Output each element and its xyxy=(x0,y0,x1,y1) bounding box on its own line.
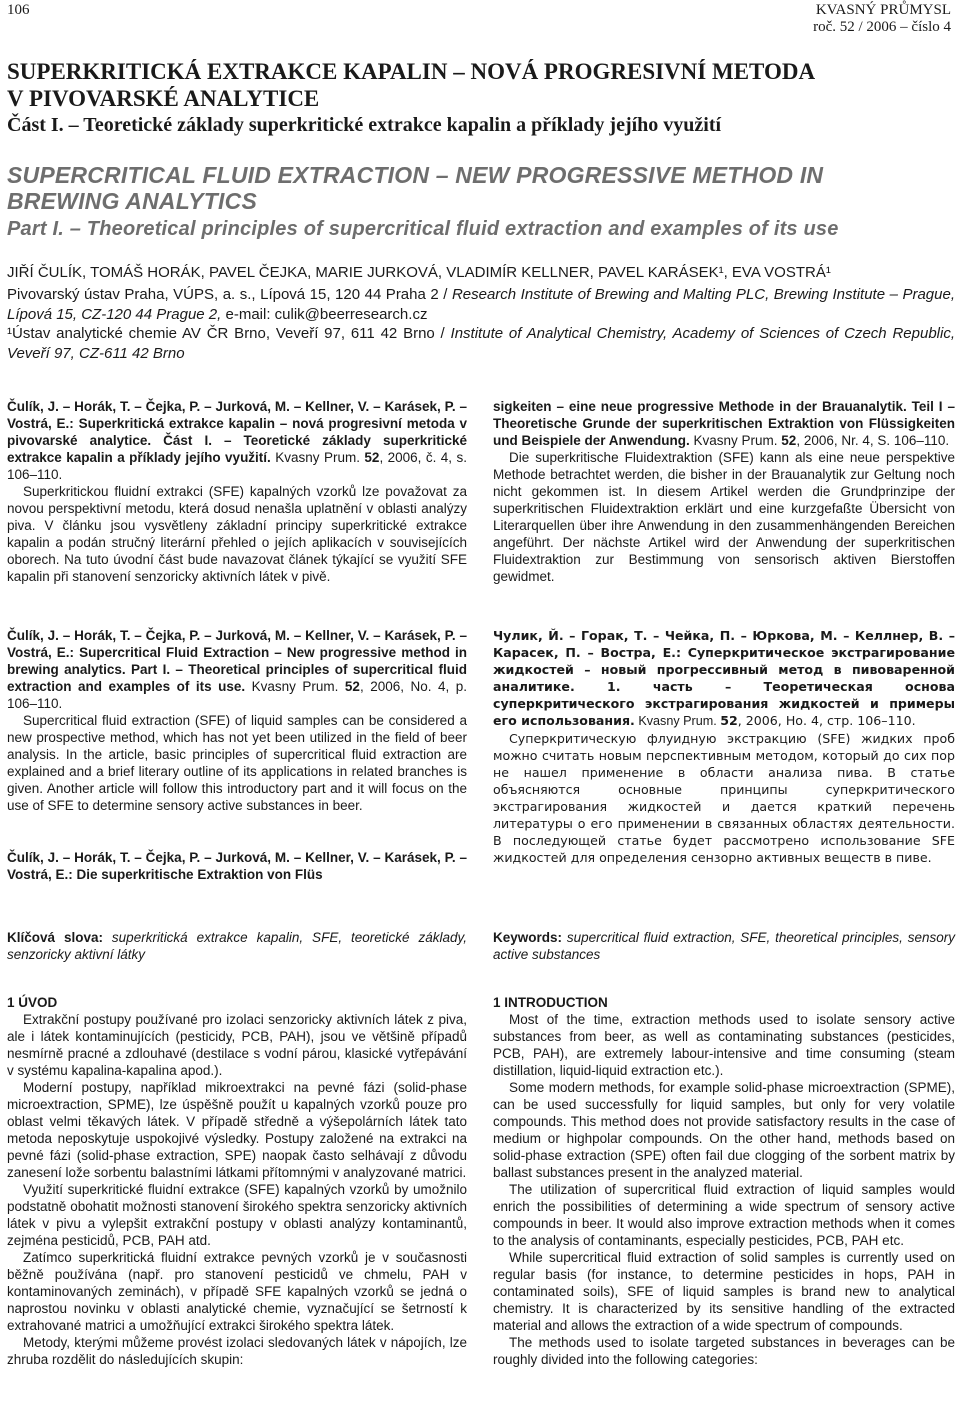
reference-tail: , 2006, No. 4, p. 106–110. xyxy=(7,679,468,711)
abstract-english-reference xyxy=(7,627,467,712)
keywords-text: superkritická extrakce kapalin, SFE, teoretické základy, senzoricky aktivní látky xyxy=(7,930,467,962)
title-czech-line2: V PIVOVARSKÉ ANALYTICE xyxy=(7,86,320,111)
abstract-russian-reference xyxy=(493,627,955,730)
title-english-line1: SUPERCRITICAL FLUID EXTRACTION – NEW PROGRESSIVE METHOD IN xyxy=(7,162,824,188)
author-list: JIŘÍ ČULÍK, TOMÁŠ HORÁK, PAVEL ČEJKA, MARIE JURKOVÁ, VLADIMÍR KELLNER, PAVEL KARÁSEK¹, EVA VOSTRÁ¹ xyxy=(7,264,831,281)
affiliations xyxy=(7,285,955,363)
abstract-german-text: Die superkritische Fluidextraktion (SFE) kann als eine neue perspektive Methode betrachtet werden, die bisher in der Brauanalytik zur Geltung noch nicht gekommen ist. In diesem Artikel werden die Grundprinzipe der superkritischen Fluidextraktion erklärt und eine kurzgefaßte Übersicht von Literarquellen über ihre Anwendung in den zusammenhängenden Bereichen angeführt. Der nächste Artikel wird der Anwendung der superkritischen Fluidextraktion zur Bestimmung von sensorisch aktiven Bierstoffen gewidmet. xyxy=(493,450,955,584)
abstract-czech xyxy=(7,398,467,585)
reference-journal: Kvasny Prum. xyxy=(245,679,345,694)
paragraph: Metody, kterými můžeme provést izolaci sledovaných látek v nápojích, lze zhruba rozdělit do následujících skupin: xyxy=(7,1335,467,1367)
abstract-czech-text: Superkritickou fluidní extrakci (SFE) kapalných vzorků lze považovat za novou perspektivní metodu, která dosud nenašla uplatnění v oblasti analýzy piva. V článku jsou vysvětleny základní principy superkritické extrakce kapalin a podán stručný literární přehled o jejích aplikacích v souvisejících oborech. Na tuto úvodní část bude navazovat článek týkající se využití SFE kapalin při stanovení senzoricky aktivních látek v pivě. xyxy=(7,484,467,584)
affiliation-1 xyxy=(7,285,955,324)
reference-volume: 52 xyxy=(720,713,738,728)
reference-bold: Чулик, Й. – Горак, Т. – Чейка, П. – Юркова, М. – Келлнер, В. – Карасек, П. – Востра, Е.: Суперкритическое экстрагирование жидкостей – новый прогрессивный метод в пивоваренной аналитике. 1. часть – Теоретическая основа суперкритического экстрагирования жидкостей и примеры его использования. xyxy=(493,628,955,728)
reference-bold: Čulík, J. – Horák, T. – Čejka, P. – Jurková, M. – Kellner, V. – Karásek, P. – Vostrá, E.: Supercritical Fluid Extraction – New progressive method in brewing analytics. Part I. – Theoretical principles of supercritical fluid extraction and examples of its use. xyxy=(7,628,467,694)
title-czech xyxy=(7,58,952,139)
abstract-russian-text: Суперкритическую флуидную экстракцию (SFE) жидких проб можно считать новым перспективным методом, который до сих пор не нашел применение в области анализа пива. В статье объясняются основные принципы суперкритического экстрагирования жидкостей и дается краткий перечень литературы о его применении в связанных областях деятельности. В последующей статье будет рассмотрено использование SFE жидкостей для определения сензорно активных веществ в пиве. xyxy=(493,731,955,865)
german-ref-part2: sigkeiten – eine neue progressive Methode in der Brauanalytik. Teil I – Theoretische Grunde der superkritischen Extraktion von Flüssigkeiten und Beispiele der Anwendung. xyxy=(493,399,955,448)
paragraph: Most of the time, extraction methods used to isolate sensory active substances from beer, as well as contaminating substances (pesticides, PCB, PAH), are extremely labour-intensive and time consuming (steam distillation, liquid-liquid extraction etc.). xyxy=(493,1012,955,1078)
journal-header xyxy=(813,2,951,36)
abstract-english xyxy=(7,627,467,814)
journal-name: KVASNÝ PRŮMYSL xyxy=(815,2,951,18)
title-czech-line1: SUPERKRITICKÁ EXTRAKCE KAPALIN – NOVÁ PROGRESIVNÍ METODA xyxy=(7,59,816,84)
journal-issue: roč. 52 / 2006 – číslo 4 xyxy=(813,19,951,35)
abstract-german-start xyxy=(7,849,467,883)
paragraph: Zatímco superkritická fluidní extrakce pevných vzorků je v současnosti běžně používána (např. pro stanovení pesticidů ve chmelu, PAH v kontaminovaných zeminách), v případě SFE kapalných vzorků se jedná o naprostou novinku v oblasti analytické chemie, vyznačující se šetrností k extrahované matrici a umožňující extrakci širokého spektra látek. xyxy=(7,1250,467,1333)
section-uvod xyxy=(7,994,467,1368)
affiliation-1-cz: Pivovarský ústav Praha, VÚPS, a. s., Lípová 15, 120 44 Praha 2 / xyxy=(7,286,452,303)
affiliation-2 xyxy=(7,324,955,363)
keywords-english xyxy=(493,929,955,963)
keywords-label: Klíčová slova: xyxy=(7,930,103,945)
reference-volume: 52 xyxy=(364,450,380,465)
abstract-german-reference-start xyxy=(7,849,467,883)
keywords-czech-line xyxy=(7,929,467,963)
paragraph: While supercritical fluid extraction of solid samples is currently used on regular basis (for instance, to determine pesticides in hops, PAH in contaminated soils), SFE of liquid samples is brand new to analytical chemistry. It is characterized by its sensitive handling of the extracted material and allows the extraction of a wide spectrum of compounds. xyxy=(493,1250,955,1333)
keywords-label: Keywords: xyxy=(493,930,563,945)
german-ref-part1: Čulík, J. – Horák, T. – Čejka, P. – Jurková, M. – Kellner, V. – Karásek, P. – Vostrá, E.: Die superkritische Extraktion von Flüs xyxy=(7,850,467,882)
abstract-czech-reference xyxy=(7,398,467,483)
title-english-line2: BREWING ANALYTICS xyxy=(7,188,257,214)
affiliation-2-en: Institute of Analytical Chemistry, Academy of Sciences of Czech Republic, Veveří 97, CZ-611 42 Brno xyxy=(7,325,955,362)
keywords-english-line xyxy=(493,929,955,963)
reference-journal: Kvasny Prum. xyxy=(689,433,782,448)
abstract-german-reference xyxy=(493,398,955,449)
reference-journal: Kvasny Prum. xyxy=(634,714,721,728)
title-english xyxy=(7,162,952,244)
title-english-part: Part I. – Theoretical principles of supercritical fluid extraction and examples of its use xyxy=(7,218,839,240)
reference-volume: 52 xyxy=(781,433,797,448)
paragraph: The utilization of supercritical fluid extraction of liquid samples would enrich the possibilities of determining a wide spectrum of sensory active compounds in beer. It would also improve extraction methods when it comes to the analysis of contaminants, especially pesticides, PCB, PAH etc. xyxy=(493,1182,955,1248)
paragraph: Extrakční postupy používané pro izolaci senzoricky aktivních látek z piva, ale i látek kontaminujících (pesticidy, PCB, PAH), jsou ve většině případů nesmírně pracné a zdlouhavé (destilace s vodní párou, klasické vytřepávání v systému kapalina-kapalina apod.). xyxy=(7,1012,467,1078)
affiliation-2-cz: ¹Ústav analytické chemie AV ČR Brno, Veveří 97, 611 42 Brno / xyxy=(7,325,451,342)
page-number: 106 xyxy=(7,2,30,18)
reference-volume: 52 xyxy=(344,679,360,694)
section-heading: 1 INTRODUCTION xyxy=(493,995,608,1010)
reference-bold: Čulík, J. – Horák, T. – Čejka, P. – Jurková, M. – Kellner, V. – Karásek, P. – Vostrá, E.: Superkritická extrakce kapalin – nová progresivní metoda v pivovarské analytice. Část I. – Teoretické základy superkritické extrakce kapalin a příklady jejího využití. xyxy=(7,399,467,465)
affiliation-1-en: Research Institute of Brewing and Malting PLC, Brewing Institute – Prague, Lípová 15, CZ-120 44 Prague 2, xyxy=(7,286,955,323)
abstract-russian xyxy=(493,627,955,866)
reference-tail: , 2006, Nr. 4, S. 106–110. xyxy=(796,433,950,448)
abstract-english-text: Supercritical fluid extraction (SFE) of liquid samples can be considered a new prospective method, which has not yet been utilized in the field of beer analysis. In the article, basic principles of supercritical fluid extraction are explained and a brief literary outline of its applications in related branches is given. Another article will follow this introductory part and it will focus on the use of SFE to determine sensory active substances in beer. xyxy=(7,713,467,813)
section-introduction xyxy=(493,994,955,1368)
paragraph: Moderní postupy, například mikroextrakci na pevné fázi (solid-phase microextraction, SPME), lze úspěšně použít u kapalných vzorků pouze pro oblast velmi těkavých látek. V případě středně a výšepolárních látek tato metoda neposkytuje uspokojivé výsledky. Postupy založené na extrakci na pevné fázi (solid-phase extraction, SPE) naopak často selhávají z důvodu zanesení lože sorbentu balastními látkami přítomnými v analyzované matrici. xyxy=(7,1080,467,1180)
keywords-czech xyxy=(7,929,467,963)
keywords-text: supercritical fluid extraction, SFE, theoretical principles, sensory active substances xyxy=(493,930,955,962)
title-czech-part: Část I. – Teoretické základy superkritické extrakce kapalin a příklady jejího využití xyxy=(7,114,722,136)
reference-tail: , 2006, č. 4, s. 106–110. xyxy=(7,450,467,482)
reference-journal: Kvasny Prum. xyxy=(270,450,365,465)
paragraph: Využití superkritické fluidní extrakce (SFE) kapalných vzorků by umožnilo podstatně obohatit možnosti stanovení širokého spektra senzoricky aktivních látek v pivu a vylepšit extrakční postupy v oblasti analýzy kontaminantů, zejména pesticidů, PCB, PAH atd. xyxy=(7,1182,467,1248)
paragraph: The methods used to isolate targeted substances in beverages can be roughly divided into the following categories: xyxy=(493,1335,955,1367)
section-heading: 1 ÚVOD xyxy=(7,995,58,1010)
affiliation-1-email[interactable]: e-mail: culik@beerresearch.cz xyxy=(221,305,428,323)
abstract-german xyxy=(493,398,955,585)
reference-tail: , 2006, Но. 4, стр. 106–110. xyxy=(737,713,916,728)
paragraph: Some modern methods, for example solid-phase microextraction (SPME), can be used successfully for liquid samples, but only for very volatile compounds. This method does not provide satisfactory results in the case of medium or highpolar compounds. On the other hand, methods based on solid-phase extraction (SPE) often fail due clogging of the sorbent matrix by ballast substances present in the analyzed material. xyxy=(493,1080,955,1180)
